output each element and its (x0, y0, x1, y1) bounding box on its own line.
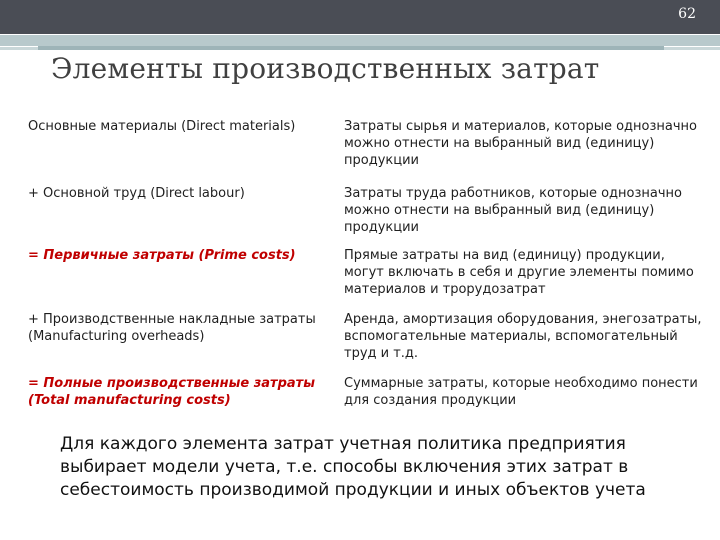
cost-description: Прямые затраты на вид (единицу) продукции, могут включать в себя и другие элементы помимо материалов и трорудозатрат (344, 248, 694, 297)
cost-term: Основные материалы (Direct materials) (28, 119, 296, 134)
cost-description: Аренда, амортизация оборудования, энегозатраты, вспомогательные материалы, вспомогательный труд и т.д. (344, 312, 702, 361)
cost-description: Затраты труда работников, которые однозначно можно отнести на выбранный вид (единицу) продукции (344, 186, 682, 235)
header-stripe-accent (38, 46, 664, 50)
cost-description: Суммарные затраты, которые необходимо понести для создания продукции (344, 376, 698, 408)
table-row (28, 114, 706, 181)
table-row (28, 243, 706, 307)
top-bar (0, 0, 720, 34)
cost-description: Затраты сырья и материалов, которые однозначно можно отнести на выбранный вид (единицу) продукции (344, 119, 698, 168)
footnote-text: Для каждого элемента затрат учетная политика предприятия выбирает модели учета, т.е. способы включения этих затрат в себестоимость производимой продукции и иных объектов учета (60, 434, 646, 500)
cost-term-total: = Первичные затраты (Prime costs) (28, 248, 296, 263)
table-row (28, 307, 706, 371)
slide-title: Элементы производственных затрат (51, 52, 600, 85)
cost-term: + Производственные накладные затраты (Manufacturing overheads) (28, 312, 316, 344)
cost-elements-table (28, 114, 706, 423)
header-stripe (0, 35, 720, 46)
cost-term: + Основной труд (Direct labour) (28, 186, 245, 201)
cost-term-total: = Полные производственные затраты (Total manufacturing costs) (28, 376, 315, 408)
page-number: 62 (678, 6, 696, 22)
table-row (28, 181, 706, 243)
table-row (28, 371, 706, 423)
